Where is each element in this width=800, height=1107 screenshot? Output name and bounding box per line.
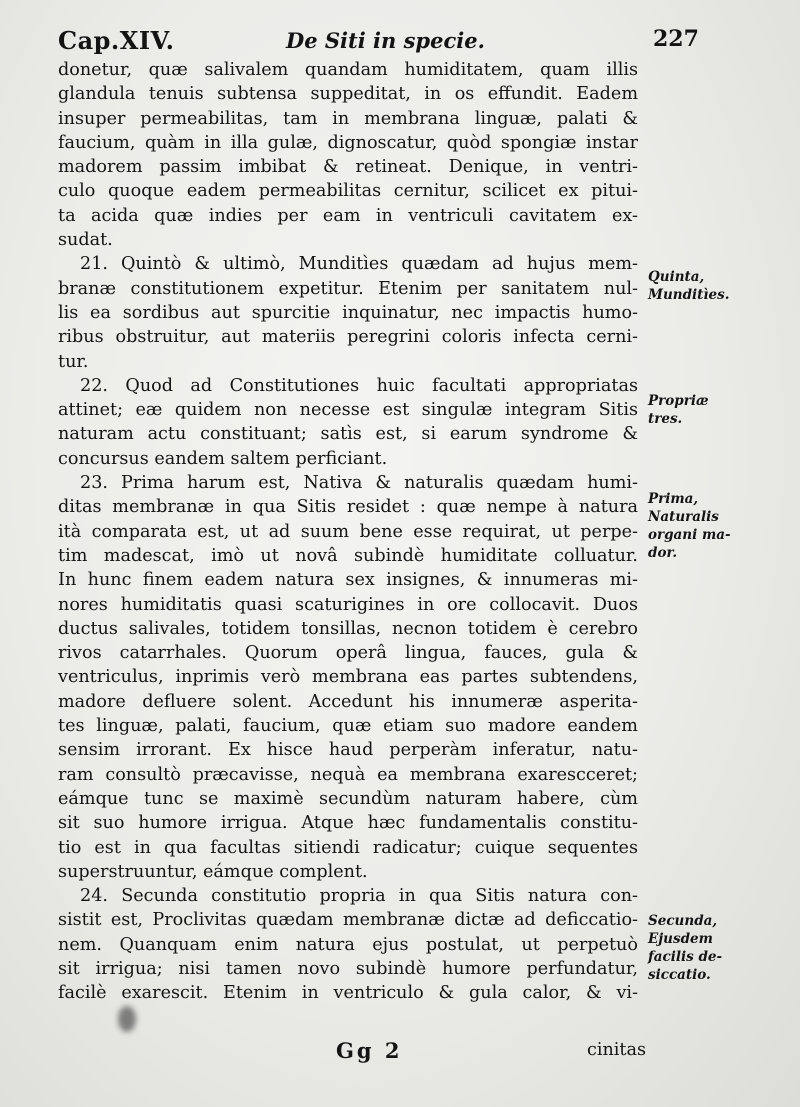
margin-note-line: Naturalis [648, 509, 719, 525]
text-line: branæ constitutionem expetitur. Etenim per sanitatem nul- [58, 278, 638, 299]
text-line: eámque tunc se maximè secundùm naturam habere, cùm [58, 788, 638, 809]
margin-note [648, 912, 796, 984]
text-line: faucium, quàm in illa gulæ, dignoscatur, quòd spongiæ instar [58, 132, 638, 153]
catchword: cinitas [586, 1040, 646, 1060]
text-line: ità comparata est, ut ad suum bene esse requirat, ut perpe- [58, 521, 638, 542]
text-line: 23. Prima harum est, Nativa & naturalis quædam humi- [80, 473, 638, 494]
margin-note-line: Propriæ [648, 393, 709, 409]
text-line: sudat. [58, 230, 113, 251]
text-line: attinet; eæ quidem non necesse est singulæ integram Sitis [58, 400, 638, 421]
running-title: De Siti in specie. [286, 28, 485, 53]
margin-note-line: tres. [648, 411, 683, 427]
signature-mark: Gg 2 [336, 1038, 403, 1063]
text-line: tur. [58, 351, 89, 372]
margin-note-line: dor. [648, 545, 678, 561]
text-line: ram consultò præcavisse, nequà ea membrana exarescceret; [58, 764, 638, 785]
running-header [58, 22, 698, 56]
margin-note-line: organi ma- [648, 527, 731, 543]
main-text [58, 58, 638, 1006]
text-line: In hunc finem eadem natura sex insignes, & innumeras mi- [58, 570, 638, 591]
ink-smudge [118, 1006, 136, 1032]
text-line: ta acida quæ indies per eam in ventriculi cavitatem ex- [58, 205, 638, 226]
chapter-label: Cap.XIV. [58, 26, 175, 55]
text-line: tio est in qua facultas sitiendi radicatur; cuique sequentes [58, 837, 638, 858]
text-line: superstruuntur, eámque complent. [58, 861, 368, 882]
margin-note-line: Ejusdem [648, 931, 713, 947]
text-line: ribus obstruitur, aut materiis peregrini coloris infecta cerni- [58, 327, 638, 348]
text-line: 22. Quod ad Constitutiones huic facultati appropriatas [80, 375, 638, 396]
text-line: sensim irrorant. Ex hisce haud perperàm inferatur, natu- [58, 740, 638, 761]
text-line: sit suo humore irrigua. Atque hæc fundamentalis constitu- [58, 813, 638, 834]
text-line: sit irrigua; nisi tamen novo subindè humore perfundatur, [58, 958, 638, 979]
page-number: 227 [653, 26, 699, 52]
text-line: insuper permeabilitas, tam in membrana linguæ, palati & [58, 108, 638, 129]
text-line: ductus salivales, totidem tonsillas, necnon totidem è cerebro [58, 618, 638, 639]
text-line: concursus eandem saltem perficiant. [58, 448, 388, 469]
text-line: 24. Secunda constitutio propria in qua Sitis natura con- [80, 886, 638, 907]
page-footer [58, 1036, 646, 1066]
text-line: tes linguæ, palati, faucium, quæ etiam suo madore eandem [58, 716, 638, 737]
text-line: madorem passim imbibat & retineat. Denique, in ventri- [58, 157, 638, 178]
text-line: nem. Quanquam enim natura ejus postulat, ut perpetuò [58, 934, 638, 955]
margin-note [648, 490, 796, 562]
margin-note-line: Secunda, [648, 913, 718, 929]
margin-note-line: siccatio. [648, 967, 711, 983]
margin-note-line: Munditìes. [648, 287, 730, 303]
text-line: glandula tenuis subtensa suppeditat, in os effundit. Eadem [58, 84, 638, 105]
text-line: ditas membranæ in qua Sitis residet : quæ nempe à natura [58, 497, 638, 518]
text-line: rivos catarrhales. Quorum operâ lingua, fauces, gula & [58, 643, 638, 664]
text-line: culo quoque eadem permeabilitas cernitur, scilicet ex pitui- [58, 181, 638, 202]
text-line: tim madescat, imò ut novâ subindè humiditate colluatur. [58, 545, 638, 566]
margin-note-line: facilis de- [648, 949, 723, 965]
text-line: sistit est, Proclivitas quædam membranæ dictæ ad deficcatio- [58, 910, 638, 931]
text-line: nores humiditatis quasi scaturigines in ore collocavit. Duos [58, 594, 638, 615]
text-line: lis ea sordibus aut spurcitie inquinatur, nec impactis humo- [58, 302, 638, 323]
margin-note [648, 392, 796, 428]
margin-note [648, 268, 796, 304]
text-line: naturam actu constituant; satìs est, si earum syndrome & [58, 424, 638, 445]
margin-note-line: Quinta, [648, 269, 705, 285]
text-line: 21. Quintò & ultimò, Munditìes quædam ad hujus mem- [80, 254, 638, 275]
text-line: madore defluere solent. Accedunt his innumeræ asperita- [58, 691, 638, 712]
margin-note-line: Prima, [648, 491, 699, 507]
text-line: donetur, quæ salivalem quandam humiditatem, quam illis [58, 60, 638, 80]
text-line: facilè exarescit. Etenim in ventriculo & gula calor, & vi- [58, 983, 638, 1004]
text-line: ventriculus, inprimis verò membrana eas partes subtendens, [58, 667, 638, 688]
